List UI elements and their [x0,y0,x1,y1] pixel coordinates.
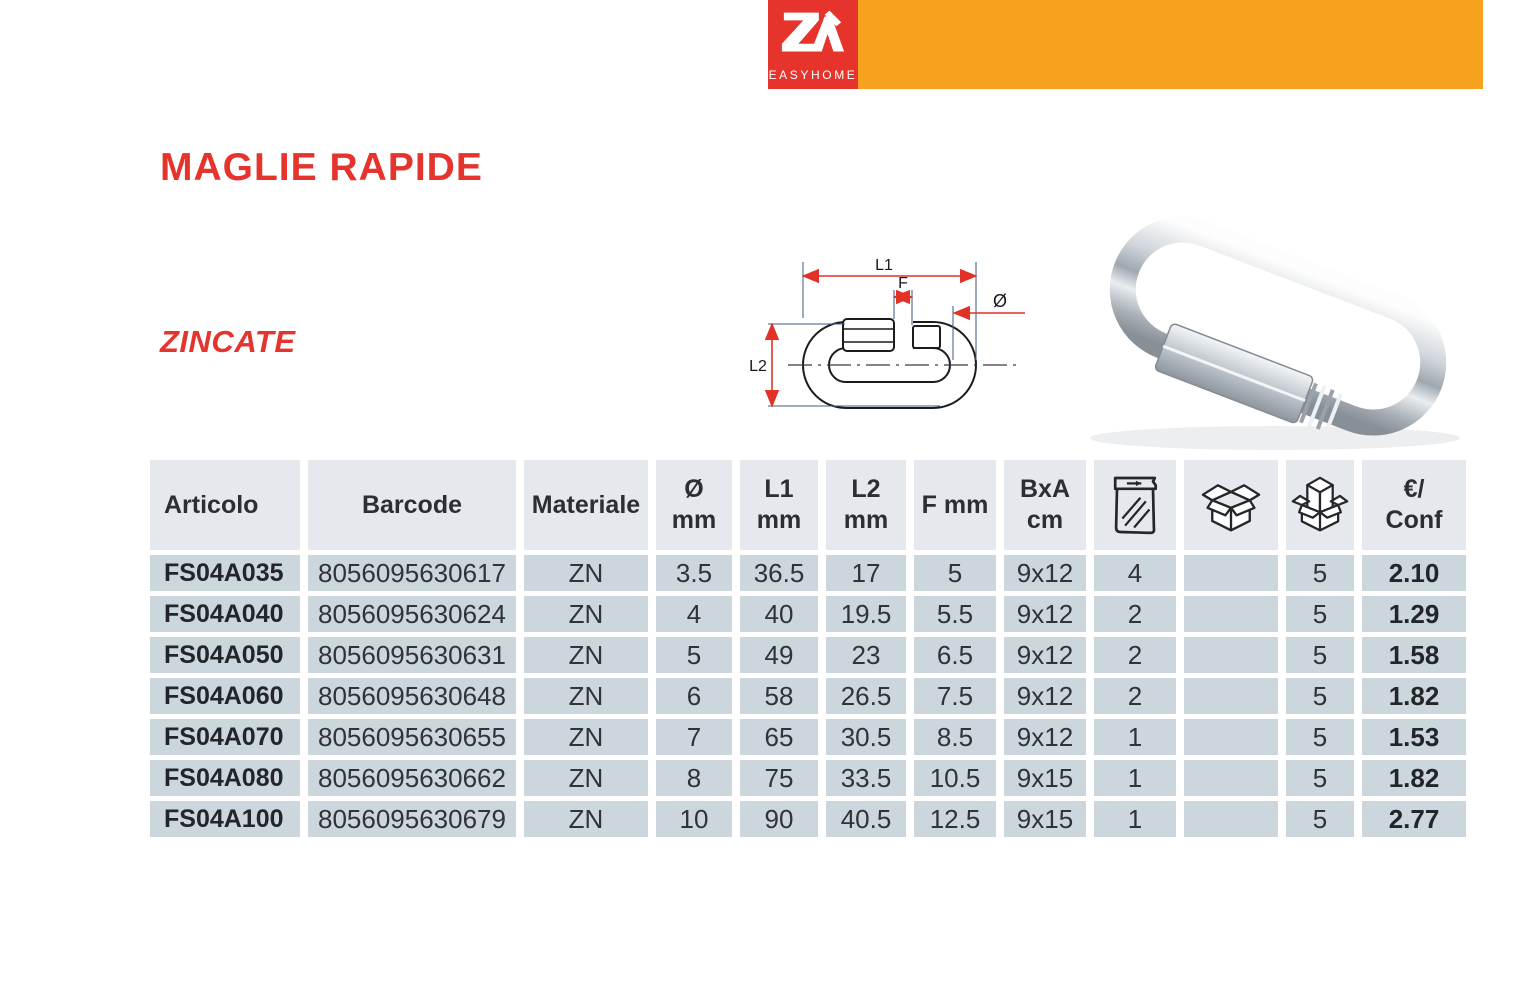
cell-diameter-mm: 4 [656,596,732,632]
cell-bag-qty: 1 [1094,719,1176,755]
cell-box-qty [1184,760,1278,796]
dim-label-diameter: Ø [992,291,1008,311]
dim-label-l2: L2 [749,358,767,375]
cell-bag-qty: 2 [1094,637,1176,673]
page-title: MAGLIE RAPIDE [160,146,483,189]
polybag-icon [1108,473,1162,537]
cell-price: 1.58 [1362,637,1466,673]
col-header-articolo: Articolo [150,460,300,550]
col-header-price: €/ Conf [1362,460,1466,550]
packed-box-icon [1291,474,1349,536]
cell-price: 2.77 [1362,801,1466,837]
za-monogram-icon [779,8,847,60]
header-accent-bar [858,0,1483,89]
cell-materiale: ZN [524,555,648,591]
cell-materiale: ZN [524,801,648,837]
cell-f-mm: 5 [914,555,996,591]
cell-bxa-cm: 9x12 [1004,637,1086,673]
brand-logo [768,0,858,89]
cell-articolo: FS04A035 [150,555,300,591]
cell-materiale: ZN [524,678,648,714]
cell-bag-qty: 1 [1094,760,1176,796]
table-row [150,801,1466,837]
cell-materiale: ZN [524,637,648,673]
cell-box-qty [1184,719,1278,755]
col-header-bag [1094,460,1176,550]
cell-l1-mm: 40 [740,596,818,632]
cell-bag-qty: 4 [1094,555,1176,591]
cell-l2-mm: 40.5 [826,801,906,837]
cell-bxa-cm: 9x15 [1004,760,1086,796]
col-header-bxa: BxA cm [1004,460,1086,550]
col-header-packed-box [1286,460,1354,550]
cell-l1-mm: 58 [740,678,818,714]
brand-name: EASYHOME [768,68,858,82]
cell-carton-qty: 5 [1286,678,1354,714]
cell-carton-qty: 5 [1286,555,1354,591]
col-header-open-box [1184,460,1278,550]
cell-box-qty [1184,555,1278,591]
cell-box-qty [1184,637,1278,673]
cell-materiale: ZN [524,719,648,755]
table-body [150,555,1466,837]
cell-materiale: ZN [524,760,648,796]
col-header-l1: L1 mm [740,460,818,550]
cell-l1-mm: 49 [740,637,818,673]
open-box-icon [1201,475,1261,535]
cell-l2-mm: 17 [826,555,906,591]
cell-price: 1.29 [1362,596,1466,632]
table-row [150,678,1466,714]
table-row [150,596,1466,632]
table-row [150,719,1466,755]
cell-barcode: 8056095630617 [308,555,516,591]
cell-l1-mm: 36.5 [740,555,818,591]
cell-price: 1.82 [1362,760,1466,796]
cell-f-mm: 6.5 [914,637,996,673]
table-header-row [150,460,1466,550]
cell-carton-qty: 5 [1286,596,1354,632]
cell-articolo: FS04A050 [150,637,300,673]
cell-bag-qty: 2 [1094,678,1176,714]
cell-l1-mm: 90 [740,801,818,837]
cell-diameter-mm: 5 [656,637,732,673]
quick-link-photo [1050,200,1500,460]
cell-box-qty [1184,596,1278,632]
cell-diameter-mm: 10 [656,801,732,837]
cell-l2-mm: 26.5 [826,678,906,714]
cell-bxa-cm: 9x12 [1004,719,1086,755]
cell-diameter-mm: 7 [656,719,732,755]
cell-bxa-cm: 9x12 [1004,596,1086,632]
cell-l1-mm: 65 [740,719,818,755]
cell-f-mm: 5.5 [914,596,996,632]
cell-carton-qty: 5 [1286,760,1354,796]
cell-carton-qty: 5 [1286,801,1354,837]
product-table [142,455,1474,842]
quick-link-technical-drawing [700,230,1040,450]
cell-barcode: 8056095630631 [308,637,516,673]
cell-l1-mm: 75 [740,760,818,796]
cell-articolo: FS04A080 [150,760,300,796]
cell-diameter-mm: 3.5 [656,555,732,591]
cell-box-qty [1184,678,1278,714]
cell-bag-qty: 1 [1094,801,1176,837]
cell-barcode: 8056095630648 [308,678,516,714]
col-header-l2: L2 mm [826,460,906,550]
cell-articolo: FS04A100 [150,801,300,837]
dim-label-f: F [898,275,908,292]
col-header-diameter: Ø mm [656,460,732,550]
cell-carton-qty: 5 [1286,719,1354,755]
cell-box-qty [1184,801,1278,837]
cell-barcode: 8056095630655 [308,719,516,755]
cell-bxa-cm: 9x12 [1004,678,1086,714]
cell-l2-mm: 19.5 [826,596,906,632]
cell-barcode: 8056095630662 [308,760,516,796]
table-row [150,637,1466,673]
table-row [150,760,1466,796]
cell-barcode: 8056095630624 [308,596,516,632]
cell-l2-mm: 30.5 [826,719,906,755]
cell-bxa-cm: 9x15 [1004,801,1086,837]
cell-articolo: FS04A060 [150,678,300,714]
cell-barcode: 8056095630679 [308,801,516,837]
cell-bxa-cm: 9x12 [1004,555,1086,591]
cell-bag-qty: 2 [1094,596,1176,632]
cell-f-mm: 8.5 [914,719,996,755]
cell-materiale: ZN [524,596,648,632]
cell-price: 1.53 [1362,719,1466,755]
col-header-f: F mm [914,460,996,550]
cell-price: 1.82 [1362,678,1466,714]
cell-diameter-mm: 6 [656,678,732,714]
cell-l2-mm: 33.5 [826,760,906,796]
page-subtitle: ZINCATE [160,324,296,359]
cell-f-mm: 10.5 [914,760,996,796]
cell-l2-mm: 23 [826,637,906,673]
cell-diameter-mm: 8 [656,760,732,796]
cell-f-mm: 7.5 [914,678,996,714]
cell-carton-qty: 5 [1286,637,1354,673]
cell-f-mm: 12.5 [914,801,996,837]
table-row [150,555,1466,591]
dim-label-l1: L1 [875,257,893,274]
cell-articolo: FS04A040 [150,596,300,632]
cell-price: 2.10 [1362,555,1466,591]
cell-articolo: FS04A070 [150,719,300,755]
col-header-materiale: Materiale [524,460,648,550]
col-header-barcode: Barcode [308,460,516,550]
